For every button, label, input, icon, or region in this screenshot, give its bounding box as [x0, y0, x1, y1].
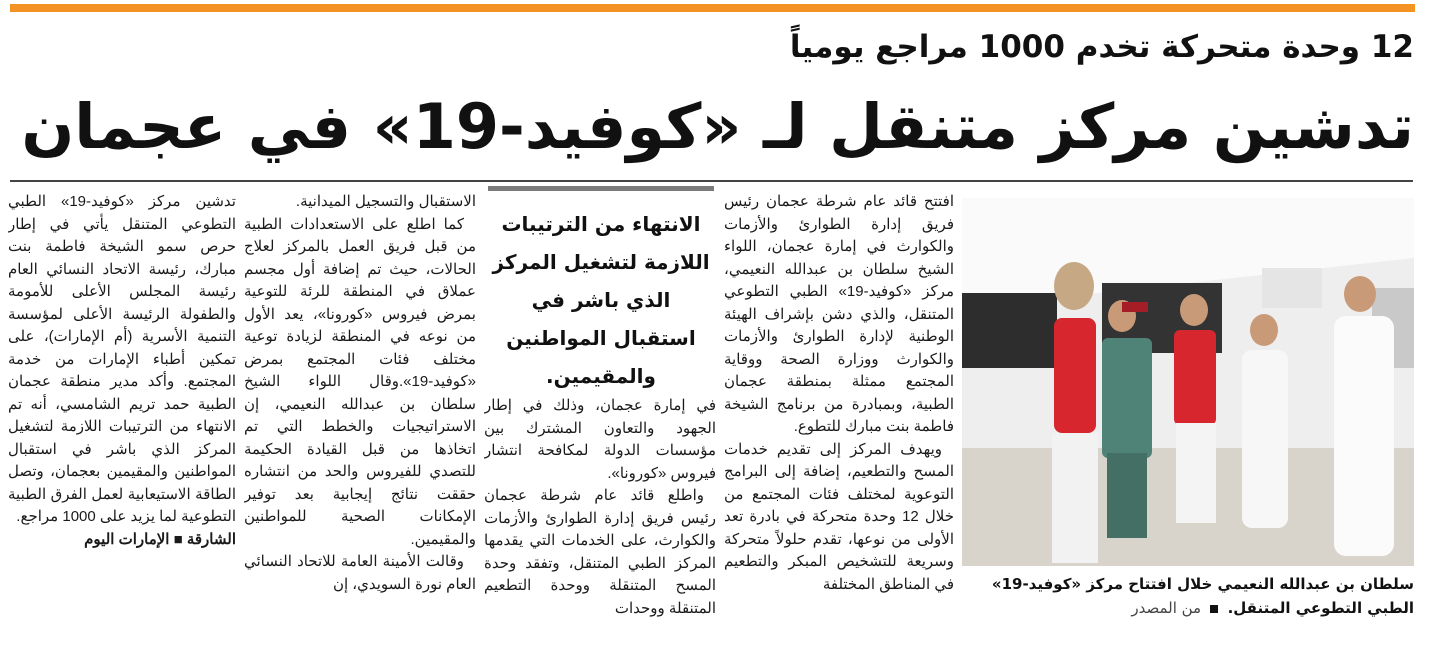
column-3-paragraph-1: الاستقبال والتسجيل الميدانية. [295, 193, 476, 210]
caption-text: سلطان بن عبدالله النعيمي خلال افتتاح مركز «كوفيد-19» الطبي التطوعي المتنقل. [991, 575, 1414, 617]
article-column-3 [244, 191, 476, 651]
article-subheadline: 12 وحدة متحركة تخدم 1000 مراجع يومياً [789, 29, 1414, 65]
column-3-paragraph-2: كما اطلع على الاستعدادات الطبية من قبل فريق العمل بالمركز لعلاج الحالات، حيث تم إضافة أول مجسم عملاق في المنطقة للرئة للتوعية بمرض فيروس «كورونا»، يعد الأول من نوعه في المنطقة لزيادة توعية مختلف فئات المجتمع بمرض «كوفيد-19».وقال اللواء الشيخ سلطان بن عبدالله النعيمي، إن الاستراتيجيات والخطط التي تم اتخاذها من قبل القيادة الحكيمة للتصدي للفيروس والحد من انتشاره حققت نتائج إيجابية بعد توفير الإمكانات الصحية للمواطنين والمقيمين. [244, 215, 476, 548]
article-column-2 [484, 395, 716, 651]
column-2-paragraph-1: في إمارة عجمان، وذلك في إطار الجهود والتعاون المشترك بين مؤسسات الدولة لمكافحة انتشار فيروس «كورونا». [484, 397, 716, 482]
photo-illustration [962, 198, 1414, 566]
caption-separator-square [1210, 605, 1218, 613]
column-3-paragraph-3: وقالت الأمينة العامة للاتحاد النسائي العام نورة السويدي، إن [244, 553, 476, 593]
photo-credit: من المصدر [1131, 599, 1202, 617]
article-dateline: الشارقة ■ الإمارات اليوم [84, 530, 236, 548]
column-1-paragraph-2: ويهدف المركز إلى تقديم خدمات المسح والتطعيم، إضافة إلى البرامج التوعوية لمختلف فئات المجتمع من خلال 12 وحدة متحركة في بادرة تعد الأولى من نوعها، تقدم حلولاً متحركة وسريعة للتشخيص المبكر والتطعيم في المناطق المختلفة [724, 440, 954, 593]
top-accent-bar [10, 4, 1415, 12]
article-headline: تدشين مركز متنقل لـ «كوفيد-19» في عجمان [21, 90, 1414, 163]
column-2-paragraph-2: واطلع قائد عام شرطة عجمان رئيس فريق إدارة الطوارئ والأزمات والكوارث، على الخدمات التي يقدمها المركز الطبي المتنقل، وتفقد وحدة المسح المتنقلة ووحدة التطعيم المتنقلة ووحدات [484, 487, 716, 617]
column-1-paragraph-1: افتتح قائد عام شرطة عجمان رئيس فريق إدارة الطوارئ والأزمات والكوارث في إمارة عجمان، اللواء الشيخ سلطان بن عبدالله النعيمي، مركز «كوفيد-19» الطبي التطوعي المتنقل، والذي دشن بإشراف الهيئة الوطنية لإدارة الطوارئ والأزمات والكوارث ووزارة الصحة ووقاية المجتمع ممثلة بمنطقة عجمان الطبية، وبمبادرة من برنامج الشيخة فاطمة بنت مبارك للتطوع. [724, 193, 954, 435]
article-column-1 [724, 191, 954, 651]
article-photo [962, 198, 1414, 566]
article-column-4 [8, 191, 236, 653]
headline-divider [10, 180, 1413, 182]
photo-caption [962, 572, 1414, 620]
column-4-paragraph-1: تدشين مركز «كوفيد-19» الطبي التطوعي المتنقل يأتي في إطار حرص سمو الشيخة فاطمة بنت مبارك، رئيسة الاتحاد النسائي العام رئيسة المجلس الأعلى للأمومة والطفولة الرئيسة الأعلى لمؤسسة التنمية الأسرية (أم الإمارات)، على تمكين أطباء الإمارات من خدمة المجتمع. وأكد مدير منطقة عجمان الطبية حمد تريم الشامسي، أنه تم الانتهاء من الترتيبات اللازمة لتشغيل المركز الذي باشر في استقبال المواطنين والمقيمين بعجمان، وتصل الطاقة الاستيعابية لعمل الفرق الطبية التطوعية لما يزيد على 1000 مراجع. [8, 193, 236, 525]
pull-quote: الانتهاء من الترتيبات اللازمة لتشغيل المركز الذي باشر في استقبال المواطنين والمقيمين. [488, 186, 714, 368]
